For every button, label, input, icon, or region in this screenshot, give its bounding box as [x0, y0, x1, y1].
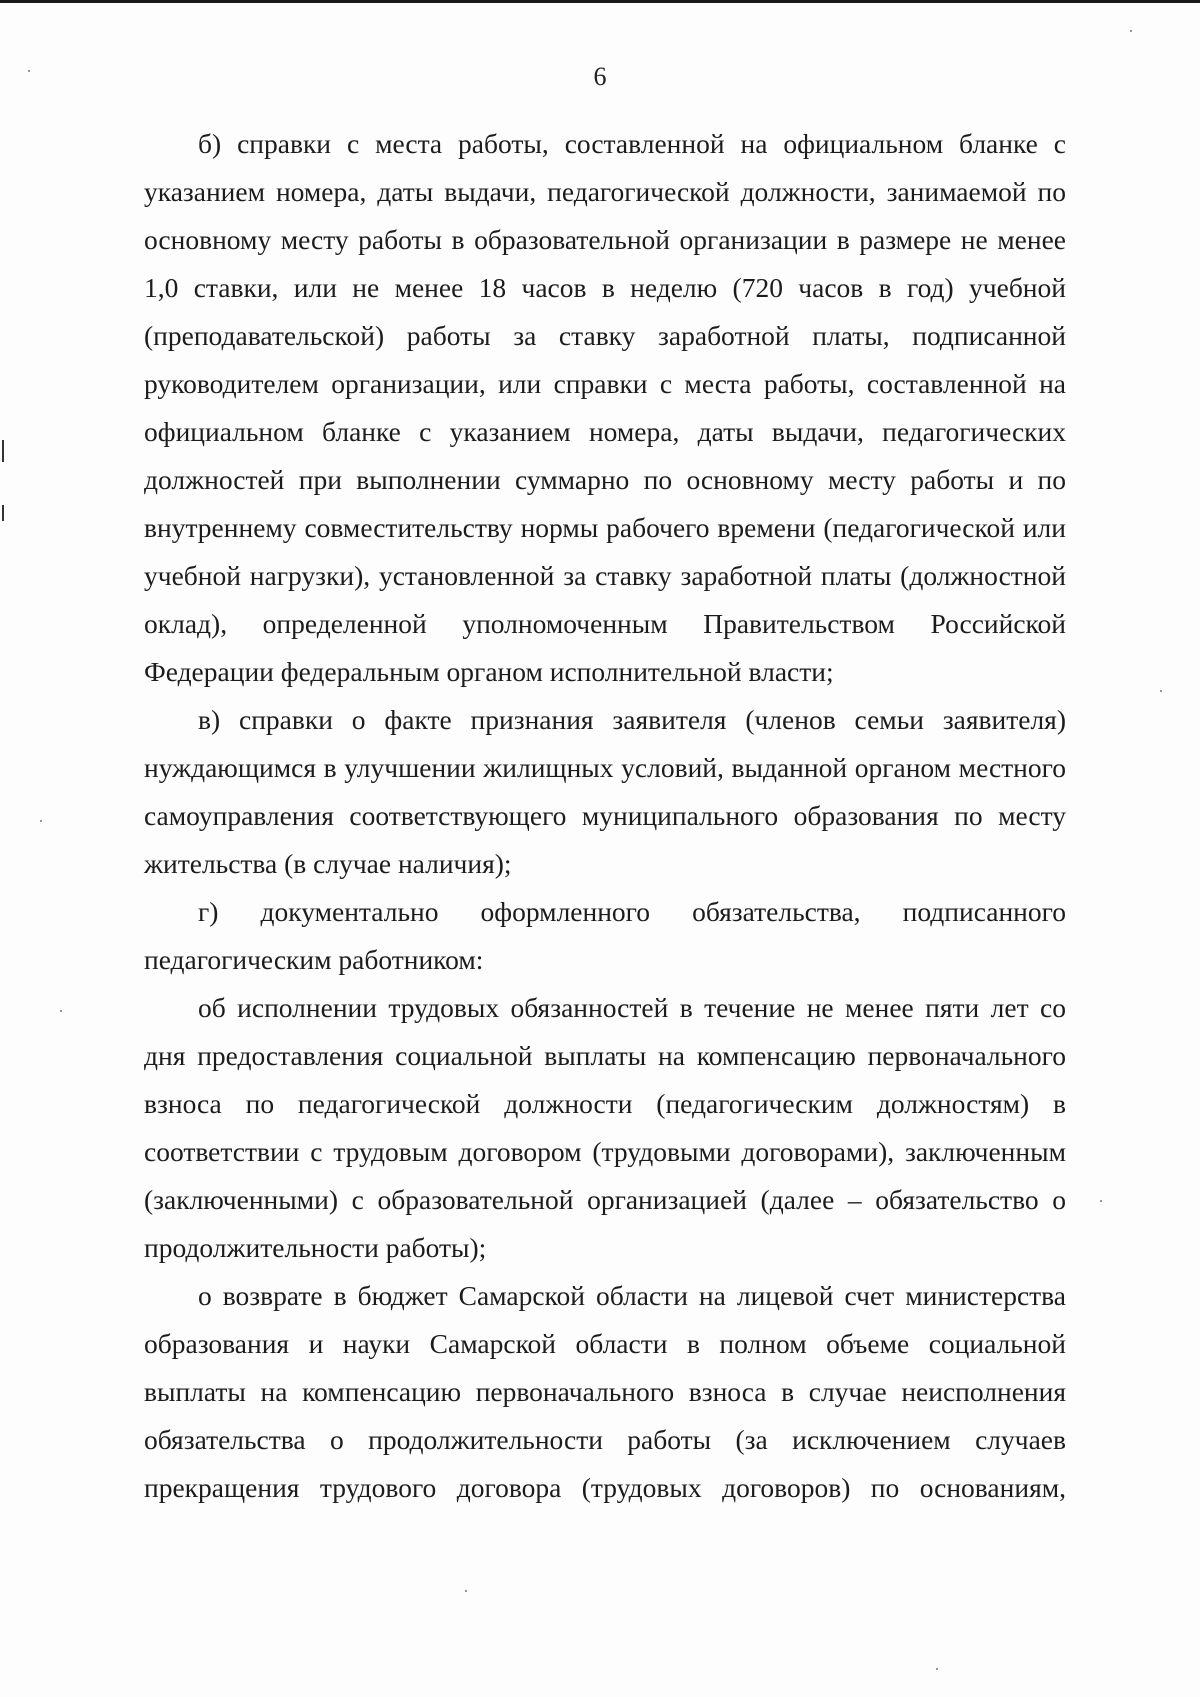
- scan-margin-mark: [2, 505, 4, 521]
- page-number: 6: [593, 62, 607, 91]
- paragraph-g: г) документально оформленного обязательства, подписанного педагогическим работником:: [144, 896, 1066, 975]
- top-edge-rule: [0, 0, 1200, 3]
- document-body: [144, 120, 1066, 1512]
- paragraph-obligation-return: о возврате в бюджет Самарской области на лицевой счет министерства образования и науки Самарской области в полном объеме социальной выплаты на компенсацию первоначального взноса в случае неисполнения обязательства о продолжительности работы (за исключением случаев прекращения трудового договора (трудовых договоров) по основаниям,: [144, 1280, 1066, 1503]
- scan-margin-mark: [2, 440, 4, 462]
- scan-speck: [28, 70, 30, 72]
- scan-speck: [465, 1590, 467, 1592]
- scan-speck: [40, 820, 42, 822]
- scan-speck: [1160, 690, 1162, 692]
- paragraph-b: б) справки с места работы, составленной на официальном бланке с указанием номера, даты выдачи, педагогической должности, занимаемой по основному месту работы в образовательной организации в размере не менее 1,0 ставки, или не менее 18 часов в неделю (720 часов в год) учебной (преподавательской) работы за ставку заработной платы, подписанной руководителем организации, или справки с места работы, составленной на официальном бланке с указанием номера, даты выдачи, педагогических должностей при выполнении суммарно по основному месту работы и по внутреннему совместительству нормы рабочего времени (педагогической или учебной нагрузки), установленной за ставку заработной платы (должностной оклад), определенной уполномоченным Правительством Российской Федерации федеральным органом исполнительной власти;: [144, 128, 1066, 687]
- scan-speck: [1130, 30, 1132, 32]
- scan-speck: [936, 1668, 938, 1670]
- paragraph-v: в) справки о факте признания заявителя (членов семьи заявителя) нуждающимся в улучшении жилищных условий, выданной органом местного самоуправления соответствующего муниципального образования по месту жительства (в случае наличия);: [144, 704, 1066, 879]
- scan-speck: [60, 1010, 62, 1012]
- scan-speck: [1100, 1200, 1102, 1202]
- paragraph-obligation-work: об исполнении трудовых обязанностей в течение не менее пяти лет со дня предоставления социальной выплаты на компенсацию первоначального взноса по педагогической должности (педагогическим должностям) в соответствии с трудовым договором (трудовыми договорами), заключенным (заключенными) с образовательной организацией (далее – обязательство о продолжительности работы);: [144, 992, 1066, 1263]
